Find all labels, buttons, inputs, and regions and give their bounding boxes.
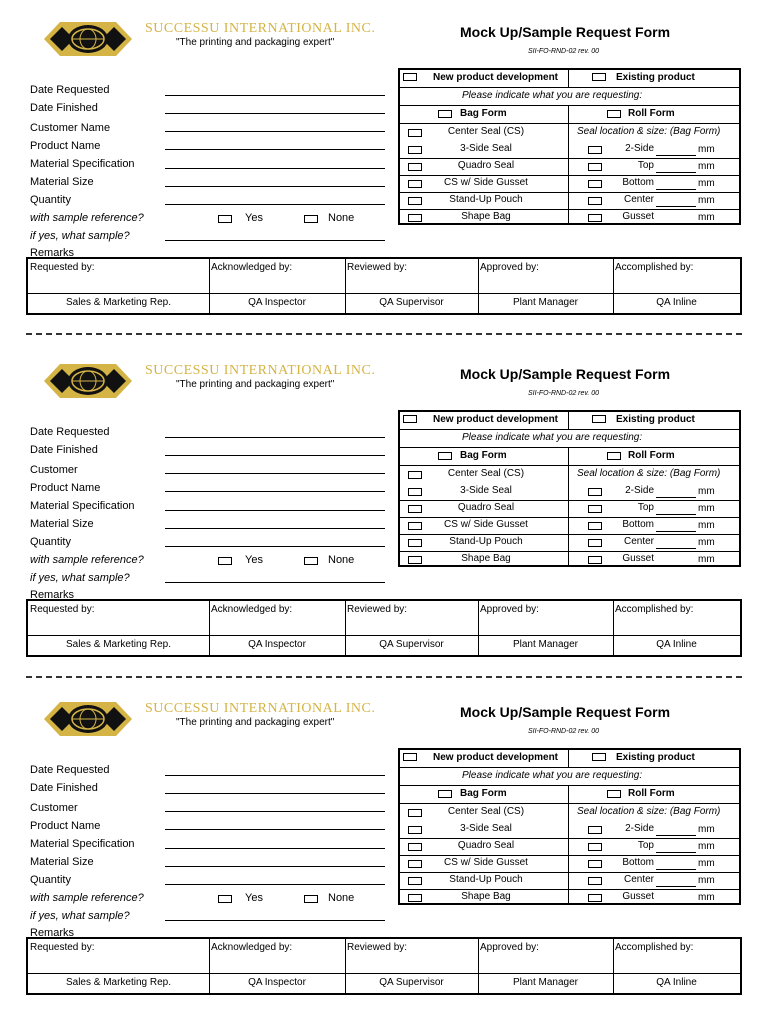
table-row-line: [400, 500, 739, 501]
signature-table: [26, 599, 742, 657]
field-label: Date Finished: [30, 782, 98, 794]
field-label: Material Size: [30, 176, 94, 188]
bag-type-label: Shape Bag: [461, 553, 511, 564]
seal-size-input-line[interactable]: [656, 903, 696, 904]
yes-checkbox[interactable]: [218, 895, 232, 903]
request-table: [398, 68, 741, 225]
signature-role: Plant Manager: [512, 639, 579, 650]
unit-label: mm: [698, 503, 715, 514]
sample-input-line[interactable]: [165, 240, 385, 241]
form-copy-2: [0, 360, 768, 660]
field-label: Date Requested: [30, 426, 110, 438]
signature-table: [26, 257, 742, 315]
bag-type-label: Center Seal (CS): [447, 468, 525, 479]
new-product-checkbox[interactable]: [403, 753, 417, 761]
field-label: Customer Name: [30, 122, 111, 134]
seal-size-input-line[interactable]: [656, 548, 696, 549]
seal-size-input-line[interactable]: [656, 514, 696, 515]
sample-reference-label: with sample reference?: [30, 892, 144, 904]
signature-role: QA Supervisor: [379, 639, 444, 650]
signature-role: Sales & Marketing Rep.: [65, 297, 172, 308]
table-column-line: [568, 750, 569, 767]
bag-type-label: 3-Side Seal: [460, 143, 512, 154]
signature-header: Requested by:: [30, 942, 95, 953]
seal-size-input-line[interactable]: [656, 852, 696, 853]
roll-form-label: Roll Form: [628, 788, 675, 799]
bag-type-label: CS w/ Side Gusset: [444, 857, 528, 868]
bag-form-label: Bag Form: [460, 788, 507, 799]
seal-location-checkbox[interactable]: [588, 163, 602, 171]
seal-location-checkbox[interactable]: [588, 488, 602, 496]
table-row-line: [400, 192, 739, 193]
field-label: Quantity: [30, 536, 71, 548]
signature-header: Accomplished by:: [615, 942, 694, 953]
bag-type-label: Quadro Seal: [457, 160, 515, 171]
seal-size-input-line[interactable]: [656, 869, 696, 870]
roll-form-checkbox[interactable]: [607, 110, 621, 118]
field-input-line[interactable]: [165, 884, 385, 885]
none-label: None: [328, 892, 355, 904]
field-input-line[interactable]: [165, 473, 385, 474]
seal-location-label: Bottom: [622, 857, 654, 868]
table-row-line: [400, 105, 739, 106]
seal-location-checkbox[interactable]: [588, 894, 602, 902]
signature-role: Sales & Marketing Rep.: [65, 639, 172, 650]
unit-label: mm: [698, 520, 715, 531]
seal-location-label: 2-Side: [625, 143, 654, 154]
seal-location-checkbox[interactable]: [588, 180, 602, 188]
roll-form-label: Roll Form: [628, 450, 675, 461]
bag-type-label: Stand-Up Pouch: [449, 874, 523, 885]
seal-size-input-line[interactable]: [656, 835, 696, 836]
bag-form-label: Bag Form: [460, 450, 507, 461]
field-label: Date Finished: [30, 102, 98, 114]
bag-type-label: CS w/ Side Gusset: [444, 177, 528, 188]
seal-size-input-line[interactable]: [656, 565, 696, 566]
none-checkbox[interactable]: [304, 215, 318, 223]
table-row-line: [400, 803, 739, 804]
signature-row-line: [28, 635, 740, 636]
table-row-line: [400, 123, 739, 124]
existing-product-label: Existing product: [616, 72, 695, 83]
company-tagline: "The printing and packaging expert": [176, 717, 335, 728]
seal-location-checkbox[interactable]: [588, 505, 602, 513]
field-input-line[interactable]: [165, 131, 385, 132]
unit-label: mm: [698, 161, 715, 172]
seal-location-checkbox[interactable]: [588, 539, 602, 547]
if-yes-label: if yes, what sample?: [30, 910, 130, 922]
table-column-line: [568, 105, 569, 223]
company-tagline: "The printing and packaging expert": [176, 379, 335, 390]
yes-checkbox[interactable]: [218, 215, 232, 223]
unit-label: mm: [698, 875, 715, 886]
bag-type-checkbox[interactable]: [408, 163, 422, 171]
new-product-label: New product development: [433, 752, 559, 763]
signature-role: QA Inspector: [248, 639, 306, 650]
seal-size-input-line[interactable]: [656, 886, 696, 887]
unit-label: mm: [698, 892, 715, 903]
sample-reference-label: with sample reference?: [30, 212, 144, 224]
seal-location-label: Bottom: [622, 519, 654, 530]
roll-form-label: Roll Form: [628, 108, 675, 119]
table-column-line: [568, 785, 569, 903]
seal-location-checkbox[interactable]: [588, 826, 602, 834]
seal-location-label: Gusset: [622, 553, 654, 564]
unit-label: mm: [698, 841, 715, 852]
bag-type-checkbox[interactable]: [408, 843, 422, 851]
existing-product-checkbox[interactable]: [592, 73, 606, 81]
yes-checkbox[interactable]: [218, 557, 232, 565]
seal-location-label: Center: [623, 536, 654, 547]
bag-type-label: Stand-Up Pouch: [449, 536, 523, 547]
existing-product-label: Existing product: [616, 752, 695, 763]
none-checkbox[interactable]: [304, 895, 318, 903]
form-title: Mock Up/Sample Request Form: [460, 704, 671, 720]
seal-size-input-line[interactable]: [656, 155, 696, 156]
form-code: SII-FO-RND-02 rev. 00: [528, 48, 600, 55]
bag-type-label: Shape Bag: [461, 891, 511, 902]
existing-product-checkbox[interactable]: [592, 753, 606, 761]
none-label: None: [328, 212, 355, 224]
sample-input-line[interactable]: [165, 920, 385, 921]
field-label: Quantity: [30, 194, 71, 206]
field-label: Quantity: [30, 874, 71, 886]
signature-row-line: [28, 973, 740, 974]
field-label: Customer: [30, 464, 78, 476]
remarks-label: Remarks: [30, 247, 75, 259]
bag-type-checkbox[interactable]: [408, 894, 422, 902]
seal-location-label: Center: [623, 874, 654, 885]
new-product-label: New product development: [433, 414, 559, 425]
seal-location-checkbox[interactable]: [588, 522, 602, 530]
unit-label: mm: [698, 537, 715, 548]
signature-role: QA Inline: [656, 639, 697, 650]
unit-label: mm: [698, 486, 715, 497]
seal-size-input-line[interactable]: [656, 531, 696, 532]
signature-header: Requested by:: [30, 262, 95, 273]
roll-form-checkbox[interactable]: [607, 790, 621, 798]
table-row-line: [400, 838, 739, 839]
bag-type-label: Center Seal (CS): [447, 806, 525, 817]
new-product-checkbox[interactable]: [403, 415, 417, 423]
seal-location-label: Gusset: [622, 891, 654, 902]
seal-location-heading: Seal location & size: (Bag Form): [577, 806, 721, 817]
field-input-line[interactable]: [165, 149, 385, 150]
form-code: SII-FO-RND-02 rev. 00: [528, 390, 600, 397]
request-table: [398, 748, 741, 905]
seal-location-heading: Seal location & size: (Bag Form): [577, 468, 721, 479]
request-instruction: Please indicate what you are requesting:: [462, 90, 643, 101]
signature-role: QA Inline: [656, 977, 697, 988]
if-yes-label: if yes, what sample?: [30, 230, 130, 242]
field-input-line[interactable]: [165, 186, 385, 187]
table-column-line: [568, 70, 569, 87]
bag-type-checkbox[interactable]: [408, 809, 422, 817]
table-row-line: [400, 534, 739, 535]
signature-header: Acknowledged by:: [211, 262, 293, 273]
bag-type-checkbox[interactable]: [408, 197, 422, 205]
bag-form-checkbox[interactable]: [438, 790, 452, 798]
unit-label: mm: [698, 824, 715, 835]
bag-form-label: Bag Form: [460, 108, 507, 119]
unit-label: mm: [698, 178, 715, 189]
existing-product-label: Existing product: [616, 414, 695, 425]
unit-label: mm: [698, 195, 715, 206]
bag-type-checkbox[interactable]: [408, 556, 422, 564]
unit-label: mm: [698, 144, 715, 155]
signature-header: Reviewed by:: [347, 942, 408, 953]
yes-label: Yes: [245, 212, 263, 224]
field-label: Material Size: [30, 856, 94, 868]
bag-type-checkbox[interactable]: [408, 539, 422, 547]
signature-header: Reviewed by:: [347, 262, 408, 273]
sample-input-line[interactable]: [165, 582, 385, 583]
unit-label: mm: [698, 212, 715, 223]
seal-location-checkbox[interactable]: [588, 146, 602, 154]
field-label: Product Name: [30, 140, 101, 152]
bag-type-label: Quadro Seal: [457, 840, 515, 851]
field-input-line[interactable]: [165, 848, 385, 849]
table-column-line: [568, 447, 569, 565]
field-input-line[interactable]: [165, 95, 385, 96]
field-input-line[interactable]: [165, 168, 385, 169]
request-instruction: Please indicate what you are requesting:: [462, 432, 643, 443]
field-input-line[interactable]: [165, 866, 385, 867]
sample-reference-label: with sample reference?: [30, 554, 144, 566]
field-label: Material Specification: [30, 158, 135, 170]
company-logo: [44, 18, 132, 60]
seal-location-label: 2-Side: [625, 823, 654, 834]
seal-location-label: Center: [623, 194, 654, 205]
seal-location-label: Bottom: [622, 177, 654, 188]
signature-row-line: [28, 293, 740, 294]
signature-header: Accomplished by:: [615, 262, 694, 273]
signature-header: Reviewed by:: [347, 604, 408, 615]
signature-role: Plant Manager: [512, 977, 579, 988]
signature-role: QA Supervisor: [379, 977, 444, 988]
seal-size-input-line[interactable]: [656, 206, 696, 207]
bag-form-checkbox[interactable]: [438, 452, 452, 460]
field-label: Material Specification: [30, 500, 135, 512]
field-input-line[interactable]: [165, 793, 385, 794]
form-code: SII-FO-RND-02 rev. 00: [528, 728, 600, 735]
seal-size-input-line[interactable]: [656, 189, 696, 190]
bag-type-checkbox[interactable]: [408, 488, 422, 496]
company-logo: [44, 698, 132, 740]
seal-size-input-line[interactable]: [656, 172, 696, 173]
seal-location-label: Top: [637, 160, 654, 171]
seal-location-checkbox[interactable]: [588, 197, 602, 205]
bag-type-label: Quadro Seal: [457, 502, 515, 513]
company-name: SUCCESSU INTERNATIONAL INC.: [145, 21, 376, 36]
yes-label: Yes: [245, 554, 263, 566]
unit-label: mm: [698, 858, 715, 869]
seal-location-heading: Seal location & size: (Bag Form): [577, 126, 721, 137]
bag-form-checkbox[interactable]: [438, 110, 452, 118]
company-name: SUCCESSU INTERNATIONAL INC.: [145, 363, 376, 378]
form-separator: [26, 333, 742, 335]
seal-location-label: 2-Side: [625, 485, 654, 496]
bag-type-label: Shape Bag: [461, 211, 511, 222]
signature-header: Accomplished by:: [615, 604, 694, 615]
table-row-line: [400, 855, 739, 856]
if-yes-label: if yes, what sample?: [30, 572, 130, 584]
seal-location-label: Top: [637, 502, 654, 513]
field-input-line[interactable]: [165, 204, 385, 205]
field-label: Date Requested: [30, 764, 110, 776]
signature-role: QA Inline: [656, 297, 697, 308]
roll-form-checkbox[interactable]: [607, 452, 621, 460]
bag-type-checkbox[interactable]: [408, 860, 422, 868]
company-name: SUCCESSU INTERNATIONAL INC.: [145, 701, 376, 716]
bag-type-checkbox[interactable]: [408, 180, 422, 188]
field-label: Customer: [30, 802, 78, 814]
yes-label: Yes: [245, 892, 263, 904]
seal-location-label: Gusset: [622, 211, 654, 222]
signature-role: Plant Manager: [512, 297, 579, 308]
table-row-line: [400, 429, 739, 430]
request-instruction: Please indicate what you are requesting:: [462, 770, 643, 781]
new-product-checkbox[interactable]: [403, 73, 417, 81]
field-label: Date Finished: [30, 444, 98, 456]
table-row-line: [400, 551, 739, 552]
table-row-line: [400, 158, 739, 159]
signature-header: Acknowledged by:: [211, 942, 293, 953]
field-label: Material Size: [30, 518, 94, 530]
field-input-line[interactable]: [165, 811, 385, 812]
bag-type-checkbox[interactable]: [408, 522, 422, 530]
table-row-line: [400, 447, 739, 448]
table-row-line: [400, 889, 739, 890]
table-row-line: [400, 785, 739, 786]
seal-location-checkbox[interactable]: [588, 556, 602, 564]
unit-label: mm: [698, 554, 715, 565]
seal-location-checkbox[interactable]: [588, 214, 602, 222]
signature-header: Approved by:: [480, 942, 539, 953]
table-row-line: [400, 465, 739, 466]
signature-role: QA Inspector: [248, 297, 306, 308]
bag-type-label: Center Seal (CS): [447, 126, 525, 137]
none-label: None: [328, 554, 355, 566]
bag-type-checkbox[interactable]: [408, 505, 422, 513]
seal-size-input-line[interactable]: [656, 223, 696, 224]
bag-type-label: 3-Side Seal: [460, 485, 512, 496]
field-label: Date Requested: [30, 84, 110, 96]
bag-type-checkbox[interactable]: [408, 129, 422, 137]
signature-role: QA Supervisor: [379, 297, 444, 308]
field-input-line[interactable]: [165, 437, 385, 438]
signature-header: Requested by:: [30, 604, 95, 615]
form-copy-1: [0, 18, 768, 318]
signature-header: Approved by:: [480, 604, 539, 615]
table-column-line: [568, 412, 569, 429]
field-input-line[interactable]: [165, 546, 385, 547]
seal-size-input-line[interactable]: [656, 497, 696, 498]
seal-location-checkbox[interactable]: [588, 860, 602, 868]
field-input-line[interactable]: [165, 829, 385, 830]
company-tagline: "The printing and packaging expert": [176, 37, 335, 48]
table-row-line: [400, 87, 739, 88]
bag-type-checkbox[interactable]: [408, 214, 422, 222]
seal-location-label: Top: [637, 840, 654, 851]
bag-type-checkbox[interactable]: [408, 877, 422, 885]
signature-role: Sales & Marketing Rep.: [65, 977, 172, 988]
field-input-line[interactable]: [165, 113, 385, 114]
field-label: Product Name: [30, 820, 101, 832]
request-table: [398, 410, 741, 567]
signature-header: Approved by:: [480, 262, 539, 273]
form-title: Mock Up/Sample Request Form: [460, 24, 671, 40]
bag-type-checkbox[interactable]: [408, 471, 422, 479]
field-input-line[interactable]: [165, 528, 385, 529]
field-label: Product Name: [30, 482, 101, 494]
bag-type-label: Stand-Up Pouch: [449, 194, 523, 205]
seal-location-checkbox[interactable]: [588, 877, 602, 885]
field-input-line[interactable]: [165, 510, 385, 511]
field-input-line[interactable]: [165, 775, 385, 776]
new-product-label: New product development: [433, 72, 559, 83]
table-row-line: [400, 767, 739, 768]
bag-type-checkbox[interactable]: [408, 826, 422, 834]
form-title: Mock Up/Sample Request Form: [460, 366, 671, 382]
company-logo: [44, 360, 132, 402]
existing-product-checkbox[interactable]: [592, 415, 606, 423]
none-checkbox[interactable]: [304, 557, 318, 565]
table-row-line: [400, 209, 739, 210]
bag-type-label: 3-Side Seal: [460, 823, 512, 834]
bag-type-label: CS w/ Side Gusset: [444, 519, 528, 530]
remarks-label: Remarks: [30, 927, 75, 939]
remarks-label: Remarks: [30, 589, 75, 601]
table-row-line: [400, 872, 739, 873]
field-input-line[interactable]: [165, 491, 385, 492]
signature-role: QA Inspector: [248, 977, 306, 988]
field-label: Material Specification: [30, 838, 135, 850]
field-input-line[interactable]: [165, 455, 385, 456]
seal-location-checkbox[interactable]: [588, 843, 602, 851]
signature-header: Acknowledged by:: [211, 604, 293, 615]
form-separator: [26, 676, 742, 678]
bag-type-checkbox[interactable]: [408, 146, 422, 154]
signature-table: [26, 937, 742, 995]
table-row-line: [400, 517, 739, 518]
form-copy-3: [0, 698, 768, 998]
table-row-line: [400, 175, 739, 176]
